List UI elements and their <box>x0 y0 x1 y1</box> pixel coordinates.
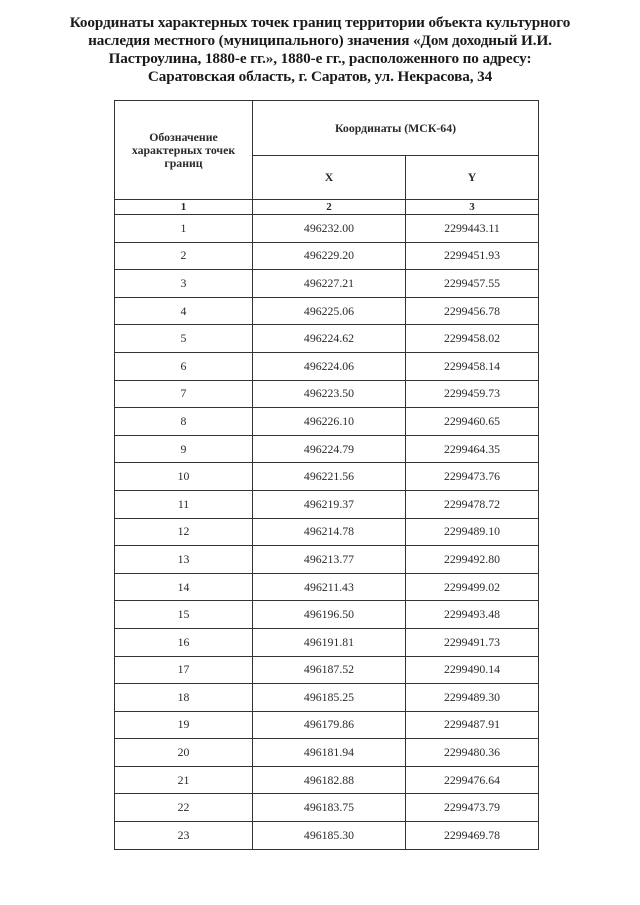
point-number-cell: 11 <box>115 490 253 518</box>
table-row <box>115 601 539 629</box>
point-number-cell: 7 <box>115 380 253 408</box>
point-designation-header: Обозначение характерных точек границ <box>115 101 253 200</box>
point-number-cell: 2 <box>115 242 253 270</box>
x-coordinate-cell: 496213.77 <box>253 546 406 574</box>
x-coordinate-cell: 496179.86 <box>253 711 406 739</box>
table-row <box>115 242 539 270</box>
title-line: Саратовская область, г. Саратов, ул. Некрасова, 34 <box>147 68 493 85</box>
point-number-cell: 8 <box>115 408 253 436</box>
y-coordinate-cell: 2299491.73 <box>406 628 539 656</box>
x-coordinate-cell: 496191.81 <box>253 628 406 656</box>
title-line: Пастроулина, 1880-е гг.», 1880-е гг., расположенного по адресу: <box>108 50 532 67</box>
y-coordinate-cell: 2299487.91 <box>406 711 539 739</box>
point-number-cell: 17 <box>115 656 253 684</box>
column-number: 3 <box>406 200 539 215</box>
y-coordinate-cell: 2299451.93 <box>406 242 539 270</box>
point-number-cell: 15 <box>115 601 253 629</box>
point-number-cell: 20 <box>115 739 253 767</box>
x-coordinate-cell: 496196.50 <box>253 601 406 629</box>
y-coordinate-cell: 2299476.64 <box>406 766 539 794</box>
point-number-cell: 1 <box>115 215 253 243</box>
x-coordinate-cell: 496232.00 <box>253 215 406 243</box>
y-coordinate-cell: 2299480.36 <box>406 739 539 767</box>
point-number-cell: 18 <box>115 684 253 712</box>
x-coordinate-cell: 496227.21 <box>253 270 406 298</box>
coordinates-table <box>114 100 539 850</box>
y-coordinate-cell: 2299493.48 <box>406 601 539 629</box>
y-coordinate-cell: 2299459.73 <box>406 380 539 408</box>
x-coordinate-cell: 496226.10 <box>253 408 406 436</box>
table-row <box>115 628 539 656</box>
x-coordinate-cell: 496224.62 <box>253 325 406 353</box>
table-row <box>115 794 539 822</box>
y-coordinate-cell: 2299456.78 <box>406 297 539 325</box>
y-header: Y <box>406 156 539 200</box>
table-row <box>115 711 539 739</box>
y-coordinate-cell: 2299499.02 <box>406 573 539 601</box>
x-coordinate-cell: 496185.30 <box>253 822 406 850</box>
table-row <box>115 684 539 712</box>
point-number-cell: 9 <box>115 435 253 463</box>
x-header: X <box>253 156 406 200</box>
y-coordinate-cell: 2299469.78 <box>406 822 539 850</box>
table-row <box>115 739 539 767</box>
title-line: наследия местного (муниципального) значения «Дом доходный И.И. <box>88 32 552 49</box>
column-number: 2 <box>253 200 406 215</box>
x-coordinate-cell: 496182.88 <box>253 766 406 794</box>
document-title <box>40 14 600 86</box>
point-number-cell: 5 <box>115 325 253 353</box>
y-coordinate-cell: 2299458.14 <box>406 352 539 380</box>
table-row <box>115 325 539 353</box>
table-row <box>115 215 539 243</box>
point-number-cell: 14 <box>115 573 253 601</box>
table-row <box>115 766 539 794</box>
point-number-cell: 23 <box>115 822 253 850</box>
coordinates-header: Координаты (МСК-64) <box>253 101 539 156</box>
point-number-cell: 19 <box>115 711 253 739</box>
table-row <box>115 463 539 491</box>
point-number-cell: 13 <box>115 546 253 574</box>
table-row <box>115 546 539 574</box>
y-coordinate-cell: 2299457.55 <box>406 270 539 298</box>
y-coordinate-cell: 2299473.79 <box>406 794 539 822</box>
y-coordinate-cell: 2299464.35 <box>406 435 539 463</box>
table-row <box>115 573 539 601</box>
x-coordinate-cell: 496214.78 <box>253 518 406 546</box>
table-row <box>115 656 539 684</box>
table-body <box>115 215 539 850</box>
y-coordinate-cell: 2299490.14 <box>406 656 539 684</box>
x-coordinate-cell: 496224.79 <box>253 435 406 463</box>
table-row <box>115 518 539 546</box>
x-coordinate-cell: 496181.94 <box>253 739 406 767</box>
y-coordinate-cell: 2299478.72 <box>406 490 539 518</box>
x-coordinate-cell: 496183.75 <box>253 794 406 822</box>
x-coordinate-cell: 496225.06 <box>253 297 406 325</box>
point-number-cell: 16 <box>115 628 253 656</box>
y-coordinate-cell: 2299473.76 <box>406 463 539 491</box>
point-number-cell: 6 <box>115 352 253 380</box>
y-coordinate-cell: 2299458.02 <box>406 325 539 353</box>
table-row <box>115 380 539 408</box>
table-row <box>115 822 539 850</box>
y-coordinate-cell: 2299460.65 <box>406 408 539 436</box>
table-row <box>115 297 539 325</box>
point-number-cell: 10 <box>115 463 253 491</box>
y-coordinate-cell: 2299492.80 <box>406 546 539 574</box>
x-coordinate-cell: 496223.50 <box>253 380 406 408</box>
x-coordinate-cell: 496219.37 <box>253 490 406 518</box>
x-coordinate-cell: 496211.43 <box>253 573 406 601</box>
x-coordinate-cell: 496229.20 <box>253 242 406 270</box>
point-number-cell: 3 <box>115 270 253 298</box>
x-coordinate-cell: 496187.52 <box>253 656 406 684</box>
y-coordinate-cell: 2299489.30 <box>406 684 539 712</box>
point-number-cell: 12 <box>115 518 253 546</box>
x-coordinate-cell: 496224.06 <box>253 352 406 380</box>
table-row <box>115 490 539 518</box>
table-row <box>115 352 539 380</box>
y-coordinate-cell: 2299443.11 <box>406 215 539 243</box>
column-number: 1 <box>115 200 253 215</box>
title-line: Координаты характерных точек границ территории объекта культурного <box>69 14 571 31</box>
point-number-cell: 22 <box>115 794 253 822</box>
table-row <box>115 435 539 463</box>
point-number-cell: 4 <box>115 297 253 325</box>
table-row <box>115 270 539 298</box>
point-number-cell: 21 <box>115 766 253 794</box>
table-row <box>115 408 539 436</box>
y-coordinate-cell: 2299489.10 <box>406 518 539 546</box>
x-coordinate-cell: 496221.56 <box>253 463 406 491</box>
x-coordinate-cell: 496185.25 <box>253 684 406 712</box>
